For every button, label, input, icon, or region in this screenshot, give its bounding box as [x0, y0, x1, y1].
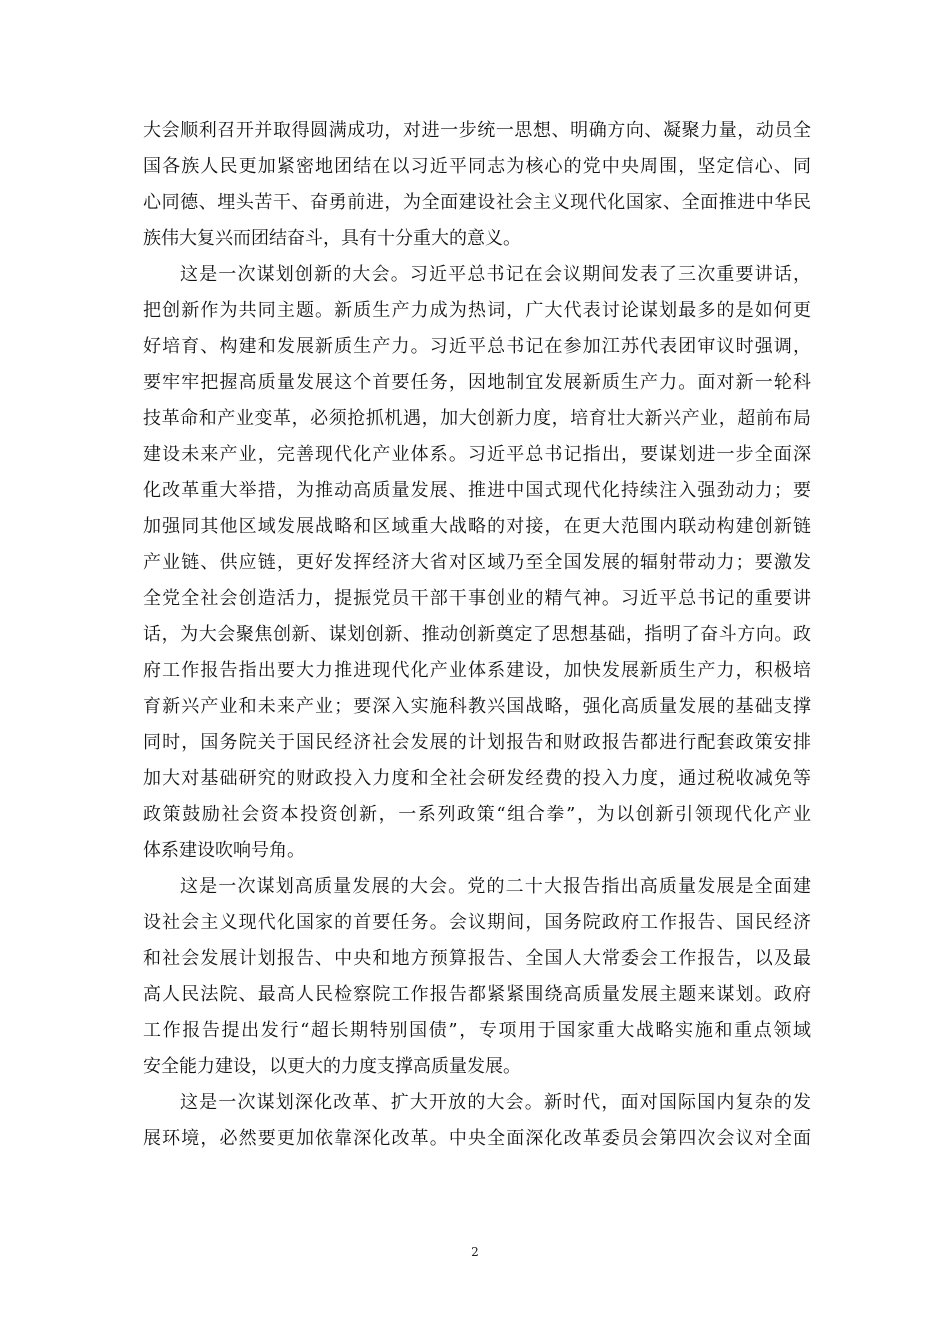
text-line: 体系建设吹响号角。 — [143, 840, 305, 861]
text-line: 大会顺利召开并取得圆满成功，对进一步统一思想、明确方向、凝聚力量，动员全 — [143, 120, 811, 141]
text-line: 技革命和产业变革，必须抢抓机遇，加大创新力度，培育壮大新兴产业，超前布局 — [143, 408, 811, 429]
text-line: 展环境，必然要更加依靠深化改革。中央全面深化改革委员会第四次会议对全面 — [143, 1128, 811, 1149]
text-line: 加大对基础研究的财政投入力度和全社会研发经费的投入力度，通过税收减免等 — [143, 768, 811, 789]
text-line: 设社会主义现代化国家的首要任务。会议期间，国务院政府工作报告、国民经济 — [143, 912, 811, 933]
text-line: 安全能力建设，以更大的力度支撑高质量发展。 — [143, 1056, 521, 1077]
text-line: 育新兴产业和未来产业；要深入实施科教兴国战略，强化高质量发展的基础支撑 — [143, 696, 811, 717]
text-line: 工作报告提出发行“超长期特别国债”，专项用于国家重大战略实施和重点领域 — [143, 1020, 811, 1041]
text-line: 把创新作为共同主题。新质生产力成为热词，广大代表讨论谋划最多的是如何更 — [143, 300, 811, 321]
text-line: 化改革重大举措，为推动高质量发展、推进中国式现代化持续注入强劲动力；要 — [143, 480, 811, 501]
paragraph-first-line: 这是一次谋划高质量发展的大会。党的二十大报告指出高质量发展是全面建 — [180, 876, 811, 897]
text-line: 好培育、构建和发展新质生产力。习近平总书记在参加江苏代表团审议时强调， — [143, 336, 811, 357]
page-number: 2 — [471, 1245, 479, 1259]
text-line: 要牢牢把握高质量发展这个首要任务，因地制宜发展新质生产力。面对新一轮科 — [143, 372, 811, 393]
text-line: 心同德、埋头苦干、奋勇前进，为全面建设社会主义现代化国家、全面推进中华民 — [143, 192, 811, 213]
text-line: 高人民法院、最高人民检察院工作报告都紧紧围绕高质量发展主题来谋划。政府 — [143, 984, 811, 1005]
text-line: 建设未来产业，完善现代化产业体系。习近平总书记指出，要谋划进一步全面深 — [143, 444, 811, 465]
text-line: 产业链、供应链，更好发挥经济大省对区域乃至全国发展的辐射带动力；要激发 — [143, 552, 811, 573]
text-line: 同时，国务院关于国民经济社会发展的计划报告和财政报告都进行配套政策安排 — [143, 732, 811, 753]
text-line: 国各族人民更加紧密地团结在以习近平同志为核心的党中央周围，坚定信心、同 — [143, 156, 811, 177]
text-line: 话，为大会聚焦创新、谋划创新、推动创新奠定了思想基础，指明了奋斗方向。政 — [143, 624, 811, 645]
text-line: 族伟大复兴而团结奋斗，具有十分重大的意义。 — [143, 228, 521, 249]
paragraph-first-line: 这是一次谋划深化改革、扩大开放的大会。新时代，面对国际国内复杂的发 — [180, 1092, 811, 1113]
text-line: 和社会发展计划报告、中央和地方预算报告、全国人大常委会工作报告，以及最 — [143, 948, 811, 969]
text-line: 全党全社会创造活力，提振党员干部干事创业的精气神。习近平总书记的重要讲 — [143, 588, 811, 609]
text-line: 府工作报告指出要大力推进现代化产业体系建设，加快发展新质生产力，积极培 — [143, 660, 811, 681]
body-text — [143, 113, 811, 1157]
paragraph-first-line: 这是一次谋划创新的大会。习近平总书记在会议期间发表了三次重要讲话， — [180, 264, 811, 285]
text-line: 加强同其他区域发展战略和区域重大战略的对接，在更大范围内联动构建创新链 — [143, 516, 811, 537]
text-line: 政策鼓励社会资本投资创新，一系列政策“组合拳”，为以创新引领现代化产业 — [143, 804, 811, 825]
